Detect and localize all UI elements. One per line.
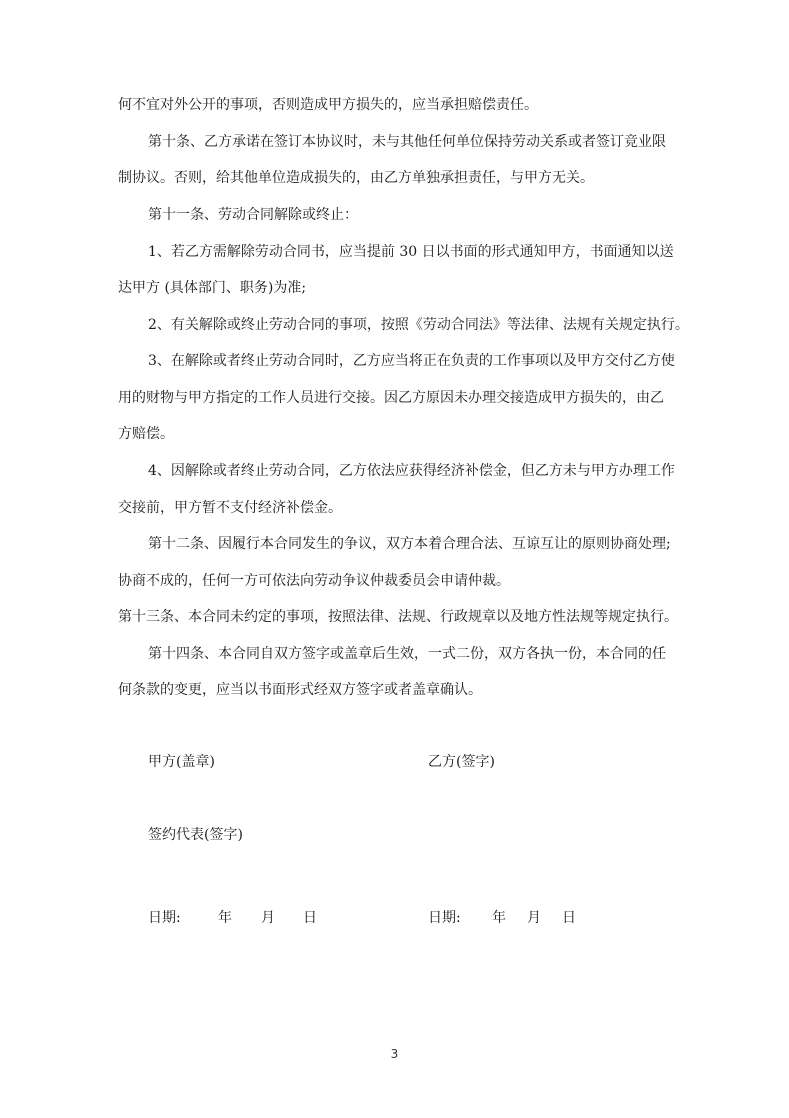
party-b-signature-label: 乙方(签字)	[428, 754, 495, 770]
body-line: 第十一条、劳动合同解除或终止：	[148, 207, 358, 223]
date-label: 日期:	[428, 910, 461, 926]
representative-signature-label: 签约代表(签字)	[148, 827, 243, 843]
body-line: 2、有关解除或终止劳动合同的事项，按照《劳动合同法》等法律、法规有关规定执行。	[148, 317, 689, 333]
body-line: 第十三条、本合同未约定的事项，按照法律、法规、行政规章以及地方性法规等规定执行。	[118, 609, 678, 625]
party-a-seal-label: 甲方(盖章)	[148, 754, 215, 770]
body-line: 制协议。否则，给其他单位造成损失的，由乙方单独承担责任，与甲方无关。	[118, 170, 594, 186]
body-line: 第十四条、本合同自双方签字或盖章后生效，一式二份，双方各执一份，本合同的任	[148, 646, 666, 662]
body-line: 方赔偿。	[118, 426, 174, 442]
body-line: 第十二条、因履行本合同发生的争议，双方本着合理合法、互谅互让的原则协商处理;	[148, 536, 671, 552]
body-line: 达甲方 (具体部门、职务)为准;	[118, 280, 307, 296]
page-number: 3	[390, 1047, 399, 1061]
date-day: 日	[562, 910, 576, 926]
body-line: 用的财物与甲方指定的工作人员进行交接。因乙方原因未办理交接造成甲方损失的，由乙	[118, 390, 664, 406]
body-line: 交接前，甲方暂不支付经济补偿金。	[118, 500, 342, 516]
body-line: 何不宜对外公开的事项，否则造成甲方损失的，应当承担赔偿责任。	[118, 97, 538, 113]
date-month: 月	[527, 910, 541, 926]
body-line: 1、若乙方需解除劳动合同书，应当提前 30 日以书面的形式通知甲方，书面通知以送	[148, 244, 674, 260]
body-line: 协商不成的，任何一方可依法向劳动争议仲裁委员会申请仲裁。	[118, 573, 510, 589]
body-line: 第十条、乙方承诺在签订本协议时，未与其他任何单位保持劳动关系或者签订竞业限	[148, 134, 666, 150]
date-day: 日	[303, 910, 317, 926]
date-label: 日期:	[148, 910, 181, 926]
date-year: 年	[218, 910, 232, 926]
body-line: 4、因解除或者终止劳动合同，乙方依法应获得经济补偿金，但乙方未与甲方办理工作	[148, 463, 675, 479]
body-line: 何条款的变更，应当以书面形式经双方签字或者盖章确认。	[118, 682, 482, 698]
date-year: 年	[492, 910, 506, 926]
body-line: 3、在解除或者终止劳动合同时，乙方应当将正在负责的工作事项以及甲方交付乙方使	[148, 353, 675, 369]
date-month: 月	[261, 910, 275, 926]
